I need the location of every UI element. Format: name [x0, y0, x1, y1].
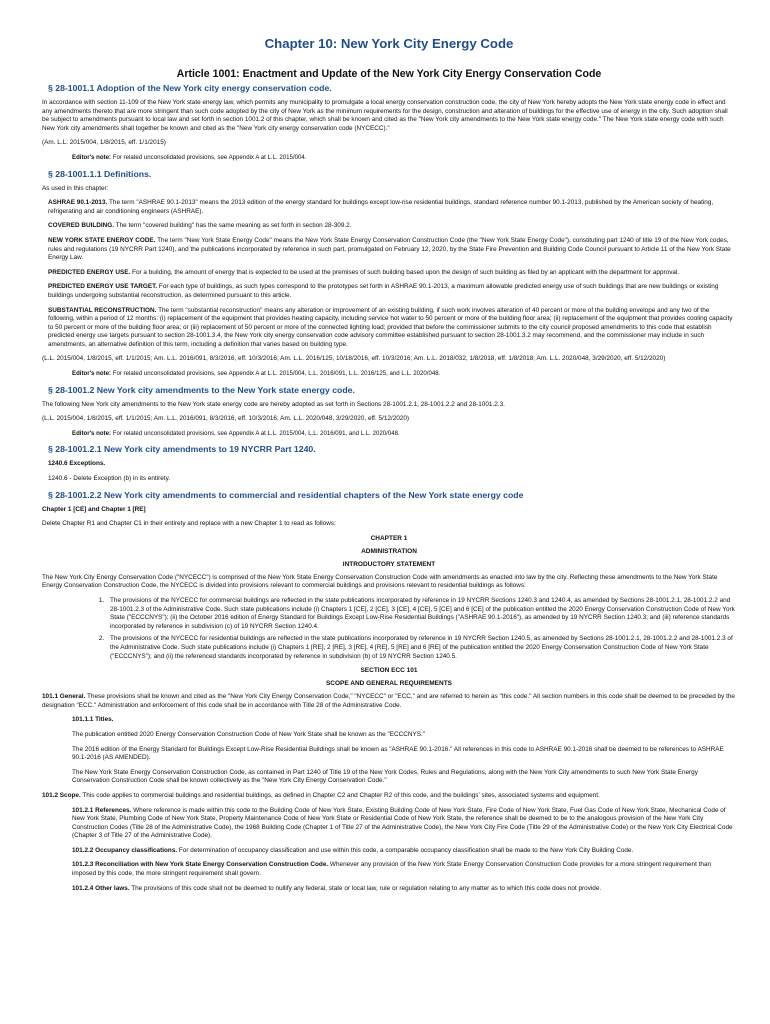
definition-term: COVERED BUILDING. — [48, 222, 115, 230]
definition-item — [48, 283, 736, 300]
history-note: (L.L. 2015/004, 1/8/2015, eff. 1/1/2015; Am. L.L. 2016/091, 8/3/2016, eff. 10/3/2016; Am. L.L. 2016/125, 10/18/2016, eff. 10/3/2016; Am. L.L. 2018/032, 1/8/2018, eff. 1/8/2018; Am. L.L. 2020/048, 3/29/2020, eff. 5/12/2020) — [42, 355, 666, 363]
introductory-statement: The New York City Energy Conservation Code ("NYCECC") is comprised of the New York State Energy Conservation Construction Code with amendments as enacted into law by the city. Reflecting these amendments to the New York State Energy Conservation Construction Code, the NYCECC is divided into provisions relevant to commercial buildings and provisions relevant to residential buildings as follows: — [42, 573, 718, 590]
paragraph-term: 101.2.2 Occupancy classifications. — [72, 846, 178, 854]
introductory-statement-label: INTRODUCTORY STATEMENT — [342, 560, 436, 568]
paragraph-text: The provisions of this code shall not be deemed to nullify any federal, state or local law, rule or regulation relating to any matter as to which this code does not provide. — [129, 884, 602, 892]
editors-note — [72, 430, 736, 439]
subheading — [48, 460, 736, 469]
paragraph-101-2 — [42, 792, 736, 801]
article-title: Article 1001: Enactment and Update of the New York City Energy Conservation Code — [176, 68, 602, 80]
definition-item — [48, 307, 736, 350]
definitions-intro: As used in this chapter: — [42, 184, 109, 192]
section-body: The following New York city amendments to the New York state energy code are hereby adopted as set forth in Sections 28-1001.2.1, 28-1001.2.2 and 28-1001.2.3. — [42, 400, 505, 408]
definition-text: For each type of buildings, as such types correspond to the prototypes set forth in ASHRAE 90.1-2013, a maximum allowable predicted energy use of such buildings that are new buildings or existing buildings undergoing substantial reconstruction, as determined pursuant to this article. — [48, 283, 719, 299]
paragraph-term: 101.2 Scope. — [42, 791, 81, 799]
definition-text: The term "substantial reconstruction" means any alteration or improvement of an existing building, if such work involves alteration of 40 percent or more of the building envelope and any two of the following, within a period of 12 months: (i) replacement of the equipment that provides heating capacity, including service hot water to 50 percent or more of the building floor area; (ii) replacement of the equipment that provides cooling capacity to 50 percent or more of the building floor area; or (iii) replacement of 50 percent or more of the connected lighting load; provided that before the commissioner submits to the city council proposed amendments to this code that establish predicted energy use targets pursuant to section 28-1001.3.4, the New York city energy conservation code advisory committee established pursuant to section 28-1001.3.2 may recommend, and the commissioner may include in such amendments, an alternative definition of this term, including a definition that varies based on building type. — [48, 306, 733, 348]
section-heading-28-1001-2-2[interactable]: § 28-1001.2.2 New York city amendments to commercial and residential chapters of the New York state energy code — [48, 489, 524, 500]
section-heading-28-1001-2[interactable]: § 28-1001.2 New York city amendments to the New York state energy code. — [48, 384, 355, 395]
paragraph-term: 101.1.1 Titles. — [72, 716, 114, 724]
definition-text: For a building, the amount of energy that is expected to be used at the premises of such building based upon the design of such building as filed by an applicant with the department for approval. — [130, 268, 680, 276]
subheading — [42, 506, 736, 515]
section-body: Delete Chapter R1 and Chapter C1 in their entirety and replace with a new Chapter 1 to read as follows: — [42, 520, 336, 528]
section-heading-28-1001-2-1[interactable]: § 28-1001.2.1 New York city amendments to 19 NYCRR Part 1240. — [48, 444, 316, 455]
definition-term: PREDICTED ENERGY USE TARGET. — [48, 283, 158, 291]
history-note: (Am. L.L. 2015/004, 1/8/2015, eff. 1/1/2015) — [42, 139, 166, 147]
paragraph-101-2-1 — [72, 807, 736, 841]
definition-item — [48, 269, 736, 278]
paragraph-101-2-4 — [72, 885, 736, 894]
definition-item — [48, 199, 736, 216]
definition-term: NEW YORK STATE ENERGY CODE. — [48, 236, 156, 244]
paragraph-term: 101.1 General. — [42, 693, 86, 701]
paragraph-term: 101.2.4 Other laws. — [72, 884, 130, 892]
ecc-section-title: SECTION ECC 101 — [360, 667, 418, 675]
paragraph-101-2-3 — [72, 861, 736, 878]
editors-note-label: Editor's note: — [72, 153, 112, 161]
list-item: 2. The provisions of the NYCECC for residential buildings are reflected in the state publications incorporated by reference in 19 NYCRR Section 1240.5, as amended by Sections 28-1001.2.1, 28-1001.2.2 and 28-1001.2.3 of the Administrative Code. Such state publications include (i) Chapters 1 [RE], 2 [RE], 3 [RE], 4 [RE], 5 [RE] and 6 [RE] of the publication entitled the 2020 Energy Conservation Construction Code of New York State ("ECCCNYS"); and (ii) the referenced standards incorporated by reference in subdivision (b) of 19 NYCRR Section 1240.5. — [106, 635, 736, 661]
definition-item — [48, 237, 736, 263]
paragraph-101-1-1 — [72, 716, 736, 725]
titles-item: The publication entitled 2020 Energy Conservation Construction Code of New York State shall be known as the "ECCCNYS." — [72, 730, 426, 738]
editors-note-text: For related unconsolidated provisions, see Appendix A at L.L. 2015/004. — [111, 153, 307, 161]
definition-term: PREDICTED ENERGY USE. — [48, 268, 131, 276]
definition-item — [48, 222, 736, 231]
subheading-text: Chapter 1 [CE] and Chapter 1 [RE] — [42, 505, 146, 513]
editors-note-label: Editor's note: — [72, 429, 112, 437]
editors-note — [72, 370, 736, 379]
editors-note-label: Editor's note: — [72, 370, 112, 378]
editors-note-text: For related unconsolidated provisions, see Appendix A at L.L. 2015/004, L.L. 2016/091, L.L. 2016/125, and L.L. 2020/048. — [111, 370, 441, 378]
section-body: 1240.6 - Delete Exception (b) in its entirety. — [48, 475, 171, 483]
definition-text: The term "covered building" has the same meaning as set forth in section 28-309.2. — [114, 222, 352, 230]
paragraph-101-2-2 — [72, 847, 736, 856]
definition-text: The term "New York State Energy Code" means the New York State Energy Conservation Construction Code (the "New York State Energy Code"), constituting part 1240 of title 19 of the New York codes, rules and regulations (19 NYCRR Part 1240), and the publications incorporated by reference in such part, promulgated on February 12, 2020, by the State Fire Prevention and Building Code Council pursuant to Article 11 of the New York State Energy Law. — [48, 236, 731, 262]
editors-note-text: For related unconsolidated provisions, see Appendix A at L.L. 2015/004, L.L. 2016/091, and L.L. 2020/048. — [111, 429, 400, 437]
definition-text: The term "ASHRAE 90.1-2013" means the 2013 edition of the energy standard for buildings except low-rise residential buildings, standard reference number 90.1-2013, published by the American society of heating, refrigerating and air conditioning engineers (ASHRAE). — [48, 199, 714, 215]
definition-term: SUBSTANTIAL RECONSTRUCTION. — [48, 306, 157, 314]
paragraph-101-1 — [42, 693, 736, 710]
paragraph-text: These provisions shall be known and cited as the "New York City Energy Conservation Code," "NYCECC" or "ECC," and are referred to herein as "this code." All section numbers in this code shall be deemed to be preceded by the designation "ECC." Administration and enforcement of this code shall be in accordance with Title 28 of the Administrative Code. — [42, 693, 735, 709]
list-item: 1. The provisions of the NYCECC for commercial buildings are reflected in the state publications incorporated by reference in 19 NYCRR Sections 1240.3 and 1240.4, as amended by Sections 28-1001.2.1, 28-1001.2.2 and 28-1001.2.3 of the Administrative Code. Such state publications include (i) Chapters 1 [CE], 2 [CE], 3 [CE], 4 [CE], 5 [CE] and 6 [CE] of the publication entitled the 2020 Energy Conservation Construction Code of New York State ("ECCCNYS"); (ii) the October 2016 edition of Energy Standard for Buildings Except Low-Rise Residential Buildings ("ASHRAE 90.1-2016"), as amended by 19 NYCRR Section 1240.3; and (iii) reference standards incorporated by reference in subdivision (c) of 19 NYCRR Section 1240.4. — [106, 597, 736, 631]
paragraph-text: This code applies to commercial buildings and residential buildings, as defined in Chapter C2 and Chapter R2 of this code, and the buildings' sites, associated systems and equipment. — [80, 791, 600, 799]
ecc-section-subtitle: SCOPE AND GENERAL REQUIREMENTS — [325, 680, 453, 688]
titles-item: The 2016 edition of the Energy Standard for Buildings Except Low-Rise Residential Buildings shall be known as "ASHRAE 90.1-2016." All references in this code to ASHRAE 90.1-2016 shall be deemed to be references to ASHRAE 90.1-2016 (AS AMENDED). — [72, 745, 724, 762]
titles-item: The New York State Energy Conservation Construction Code, as contained in Part 1240 of Title 19 of the New York Codes, Rules and Regulations, along with the New York City amendments to such New York State Energy Conservation Construction Code shall be known collectively as the "New York City Energy Conservation Code." — [72, 768, 698, 785]
paragraph-term: 101.2.3 Reconciliation with New York State Energy Conservation Construction Code. — [72, 861, 329, 869]
paragraph-text: Whenever any provision of the New York State Energy Conservation Construction Code provides for a more stringent requirement than imposed by this code, the more stringent requirement shall govern. — [72, 861, 712, 878]
history-note: (L.L. 2015/004, 1/8/2015, eff. 1/1/2015; Am. L.L. 2016/091, 8/3/2016, eff. 10/3/2016; Am. L.L. 2020/048, 3/29/2020, eff. 5/12/2020) — [42, 415, 410, 423]
paragraph-text: Where reference is made within this code to the Building Code of New York State, Existing Building Code of New York State, Fire Code of New York State, Fuel Gas Code of New York State, Mechanical Code of New York State, Plumbing Code of New York State, Property Maintenance Code of New York State or Residential Code of New York State, the reference shall be deemed to be to the analogous provision of the New York City Construction Codes (Title 28 of the Administrative Code), the 1968 Building Code (Chapter 1 of Title 27 of the Administrative Code), the New York City Fire Code (Title 29 of the Administrative Code) or the New York City Electrical Code (Chapter 3 of Title 27 of the Administrative Code). — [72, 806, 733, 840]
paragraph-term: 101.2.1 References. — [72, 806, 132, 814]
section-heading-28-1001-1-1[interactable]: § 28-1001.1.1 Definitions. — [48, 168, 152, 179]
subheading-text: 1240.6 Exceptions. — [48, 460, 106, 468]
section-heading-28-1001-1[interactable]: § 28-1001.1 Adoption of the New York city energy conservation code. — [48, 83, 332, 93]
administration-label: ADMINISTRATION — [361, 547, 417, 555]
editors-note — [72, 154, 736, 163]
definition-term: ASHRAE 90.1-2013. — [48, 199, 108, 207]
chapter-title: Chapter 10: New York City Energy Code — [264, 36, 514, 51]
provisions-list — [42, 597, 736, 661]
section-body: In accordance with section 11-109 of the New York state energy law, which permits any municipality to promulgate a local energy conservation construction code, the city of New York hereby adopts the New York state energy code in effect and any amendments thereto that are more stringent than such code adopted by the city of New York as the minimum requirements for the design, construction and alteration of buildings for the effective use of energy in the city. Such adoption shall be subject to amendments pursuant to local law and set forth in section 1001.2 of this chapter, which shall be known and cited as the "New York city amendments to the New York state energy code." The New York state energy code with such New York city amendments shall together be known and cited as the "New York city energy conservation code (NYCECC)." — [42, 99, 728, 132]
paragraph-text: For determination of occupancy classification and use within this code, a comparable occupancy classification shall be made to the New York City Building Code. — [177, 846, 634, 854]
chapter-label: CHAPTER 1 — [370, 534, 408, 542]
